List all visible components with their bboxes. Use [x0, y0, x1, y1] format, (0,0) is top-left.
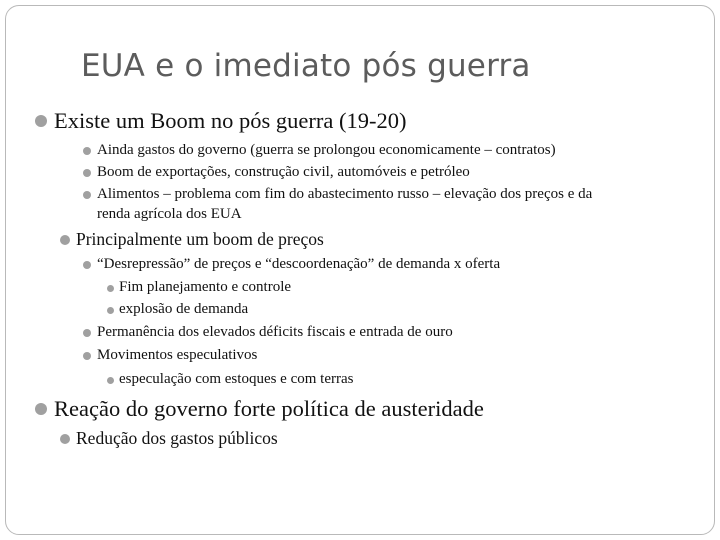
- bullet-item-deficits: [97, 324, 453, 341]
- bullet-icon: [35, 115, 47, 127]
- bullet-icon: [60, 235, 70, 245]
- bullet-text: Permanência dos elevados déficits fiscais e entrada de ouro: [97, 324, 453, 340]
- bullet-item-precos: [76, 229, 324, 250]
- bullet-icon: [107, 377, 114, 384]
- bullet-text: Existe um Boom no pós guerra (19-20): [54, 108, 407, 133]
- bullet-icon: [83, 169, 91, 177]
- bullet-item-austeridade: [54, 396, 484, 422]
- bullet-item-estoques: [119, 371, 353, 388]
- bullet-text: Principalmente um boom de preços: [76, 229, 324, 249]
- bullet-item-reducao: [76, 428, 278, 449]
- bullet-icon: [83, 329, 91, 337]
- bullet-icon: [107, 285, 114, 292]
- bullet-text: renda agrícola dos EUA: [97, 206, 242, 222]
- slide-title: EUA e o imediato pós guerra: [81, 48, 531, 84]
- bullet-text: “Desrepressão” de preços e “descoordenação” de demanda x oferta: [97, 256, 501, 272]
- bullet-text: Reação do governo forte política de austeridade: [54, 396, 484, 421]
- bullet-icon: [107, 307, 114, 314]
- bullet-item-especulativos: [97, 347, 257, 364]
- bullet-item-explosao: [119, 301, 248, 318]
- bullet-item-exportacoes: [97, 164, 470, 181]
- bullet-text: explosão de demanda: [119, 301, 249, 317]
- bullet-item-desrepressao: [97, 256, 500, 273]
- bullet-item-alimentos-cont: [97, 206, 242, 223]
- bullet-item-boom: [54, 108, 406, 134]
- bullet-icon: [83, 352, 91, 360]
- bullet-text: Fim planejamento e controle: [119, 279, 292, 295]
- bullet-item-alimentos: [97, 186, 592, 203]
- bullet-icon: [83, 261, 91, 269]
- bullet-text: Alimentos – problema com fim do abastecimento russo – elevação dos preços e da: [97, 186, 593, 202]
- bullet-item-planejamento: [119, 279, 291, 296]
- bullet-text: Ainda gastos do governo (guerra se prolongou economicamente – contratos): [97, 142, 556, 158]
- bullet-text: especulação com estoques e com terras: [119, 371, 354, 387]
- bullet-text: Boom de exportações, construção civil, automóveis e petróleo: [97, 164, 470, 180]
- bullet-text: Movimentos especulativos: [97, 347, 258, 363]
- bullet-icon: [60, 434, 70, 444]
- bullet-icon: [83, 191, 91, 199]
- bullet-icon: [83, 147, 91, 155]
- bullet-icon: [35, 403, 47, 415]
- bullet-item-gastos: [97, 142, 556, 159]
- bullet-text: Redução dos gastos públicos: [76, 428, 278, 448]
